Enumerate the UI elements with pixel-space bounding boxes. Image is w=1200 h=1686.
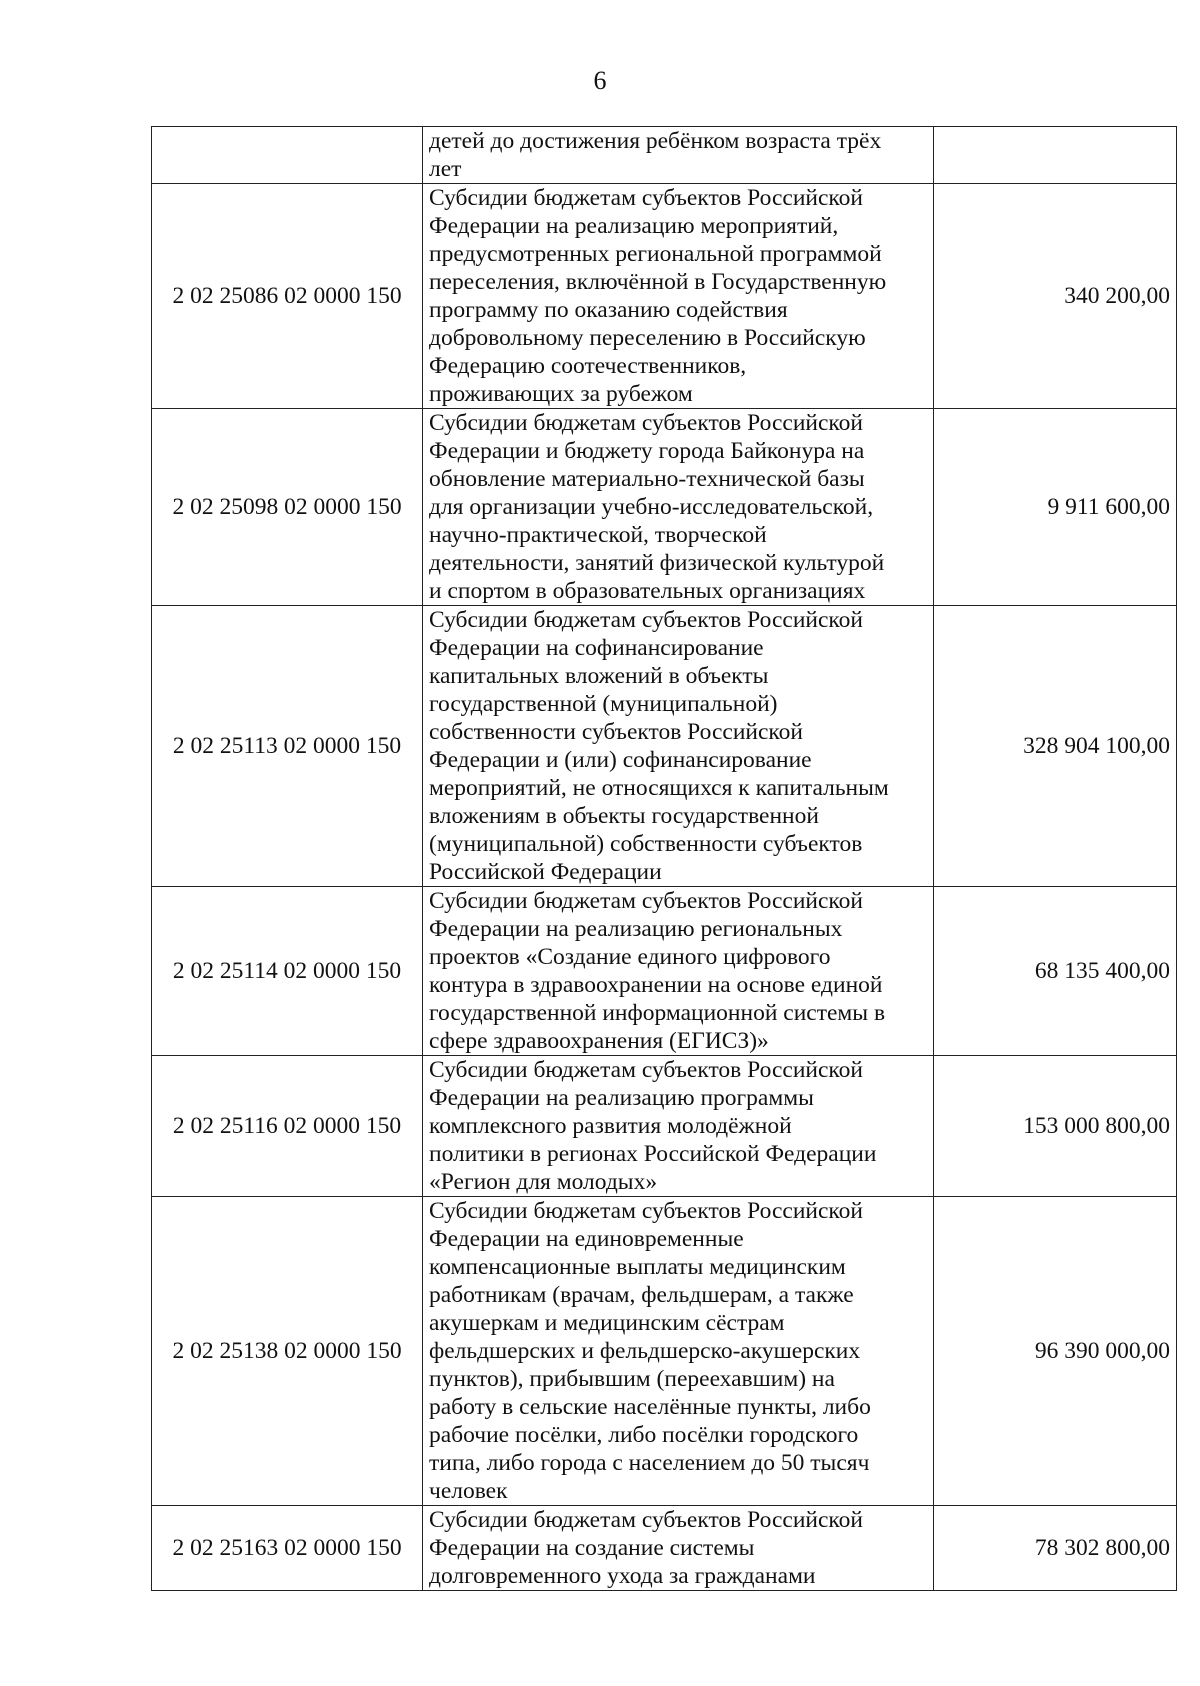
budget-code-cell: 2 02 25086 02 0000 150 xyxy=(152,184,423,409)
description-line: программу по оказанию содействия xyxy=(429,297,788,323)
description-line: детей до достижения ребёнком возраста трёх xyxy=(429,128,882,154)
description-line: Субсидии бюджетам субъектов Российской xyxy=(429,410,863,436)
budget-table xyxy=(151,126,1177,1591)
budget-table-body xyxy=(152,127,1177,1591)
table-row xyxy=(152,409,1177,606)
description-line: деятельности, занятий физической культурой xyxy=(429,550,885,576)
description-line: Субсидии бюджетам субъектов Российской xyxy=(429,185,863,211)
budget-code-cell xyxy=(152,127,423,184)
description-line: Федерации на реализацию мероприятий, xyxy=(429,213,839,239)
description-line: проживающих за рубежом xyxy=(429,381,693,407)
description-line: Федерации на создание системы xyxy=(429,1535,755,1561)
amount-cell: 340 200,00 xyxy=(934,184,1177,409)
description-line: Российской Федерации xyxy=(429,859,662,885)
amount-cell: 68 135 400,00 xyxy=(934,887,1177,1056)
budget-code-cell: 2 02 25138 02 0000 150 xyxy=(152,1197,423,1506)
budget-code-cell: 2 02 25163 02 0000 150 xyxy=(152,1506,423,1591)
description-line: научно-практической, творческой xyxy=(429,522,767,548)
table-row xyxy=(152,606,1177,887)
description-line: человек xyxy=(429,1478,508,1504)
table-row xyxy=(152,127,1177,184)
description-line: мероприятий, не относящихся к капитальным xyxy=(429,775,889,801)
amount-cell: 78 302 800,00 xyxy=(934,1506,1177,1591)
description-line: Субсидии бюджетам субъектов Российской xyxy=(429,1507,863,1533)
description-line: политики в регионах Российской Федерации xyxy=(429,1141,877,1167)
description-line: рабочие посёлки, либо посёлки городского xyxy=(429,1422,859,1448)
amount-cell: 153 000 800,00 xyxy=(934,1056,1177,1197)
table-row xyxy=(152,1197,1177,1506)
table-row xyxy=(152,887,1177,1056)
description-line: компенсационные выплаты медицинским xyxy=(429,1254,846,1280)
description-line: комплексного развития молодёжной xyxy=(429,1113,792,1139)
description-cell xyxy=(423,1056,934,1197)
page-number: 6 xyxy=(593,66,607,95)
budget-code-cell: 2 02 25098 02 0000 150 xyxy=(152,409,423,606)
description-line: предусмотренных региональной программой xyxy=(429,241,882,267)
budget-code-cell: 2 02 25113 02 0000 150 xyxy=(152,606,423,887)
description-line: работу в сельские населённые пункты, либо xyxy=(429,1394,871,1420)
description-cell xyxy=(423,606,934,887)
budget-code-cell: 2 02 25114 02 0000 150 xyxy=(152,887,423,1056)
description-line: и спортом в образовательных организациях xyxy=(429,578,866,604)
description-line: государственной информационной системы в xyxy=(429,1000,886,1026)
description-line: работникам (врачам, фельдшерам, а также xyxy=(429,1282,854,1308)
amount-cell: 9 911 600,00 xyxy=(934,409,1177,606)
description-line: лет xyxy=(429,156,462,182)
table-row xyxy=(152,1506,1177,1591)
description-line: государственной (муниципальной) xyxy=(429,691,778,717)
description-line: Федерации на реализацию региональных xyxy=(429,916,843,942)
description-line: контура в здравоохранении на основе единой xyxy=(429,972,883,998)
description-cell xyxy=(423,887,934,1056)
description-line: Федерации на реализацию программы xyxy=(429,1085,814,1111)
description-line: Субсидии бюджетам субъектов Российской xyxy=(429,1198,863,1224)
description-cell xyxy=(423,1506,934,1591)
description-line: пунктов), прибывшим (переехавшим) на xyxy=(429,1366,835,1392)
budget-code-cell: 2 02 25116 02 0000 150 xyxy=(152,1056,423,1197)
table-row xyxy=(152,184,1177,409)
description-line: Федерацию соотечественников, xyxy=(429,353,747,379)
description-line: Федерации на софинансирование xyxy=(429,635,764,661)
description-line: долговременного ухода за гражданами xyxy=(429,1563,816,1589)
description-line: Субсидии бюджетам субъектов Российской xyxy=(429,607,863,633)
description-line: Субсидии бюджетам субъектов Российской xyxy=(429,888,863,914)
amount-cell xyxy=(934,127,1177,184)
description-line: акушеркам и медицинским сёстрам xyxy=(429,1310,785,1336)
table-row xyxy=(152,1056,1177,1197)
description-line: Федерации и (или) софинансирование xyxy=(429,747,812,773)
description-line: (муниципальной) собственности субъектов xyxy=(429,831,863,857)
description-line: обновление материально-технической базы xyxy=(429,466,865,492)
amount-cell: 328 904 100,00 xyxy=(934,606,1177,887)
description-line: сфере здравоохранения (ЕГИСЗ)» xyxy=(429,1028,769,1054)
description-cell xyxy=(423,409,934,606)
description-line: типа, либо города с населением до 50 тысяч xyxy=(429,1450,870,1476)
description-line: Федерации на единовременные xyxy=(429,1226,744,1252)
amount-cell: 96 390 000,00 xyxy=(934,1197,1177,1506)
description-line: собственности субъектов Российской xyxy=(429,719,803,745)
description-cell xyxy=(423,1197,934,1506)
description-line: для организации учебно-исследовательской, xyxy=(429,494,874,520)
description-line: вложениям в объекты государственной xyxy=(429,803,819,829)
description-line: фельдшерских и фельдшерско-акушерских xyxy=(429,1338,861,1364)
description-line: проектов «Создание единого цифрового xyxy=(429,944,831,970)
description-line: «Регион для молодых» xyxy=(429,1169,658,1195)
description-line: Субсидии бюджетам субъектов Российской xyxy=(429,1057,863,1083)
description-cell xyxy=(423,127,934,184)
description-cell xyxy=(423,184,934,409)
description-line: переселения, включённой в Государственную xyxy=(429,269,887,295)
description-line: добровольному переселению в Российскую xyxy=(429,325,866,351)
description-line: Федерации и бюджету города Байконура на xyxy=(429,438,865,464)
description-line: капитальных вложений в объекты xyxy=(429,663,769,689)
